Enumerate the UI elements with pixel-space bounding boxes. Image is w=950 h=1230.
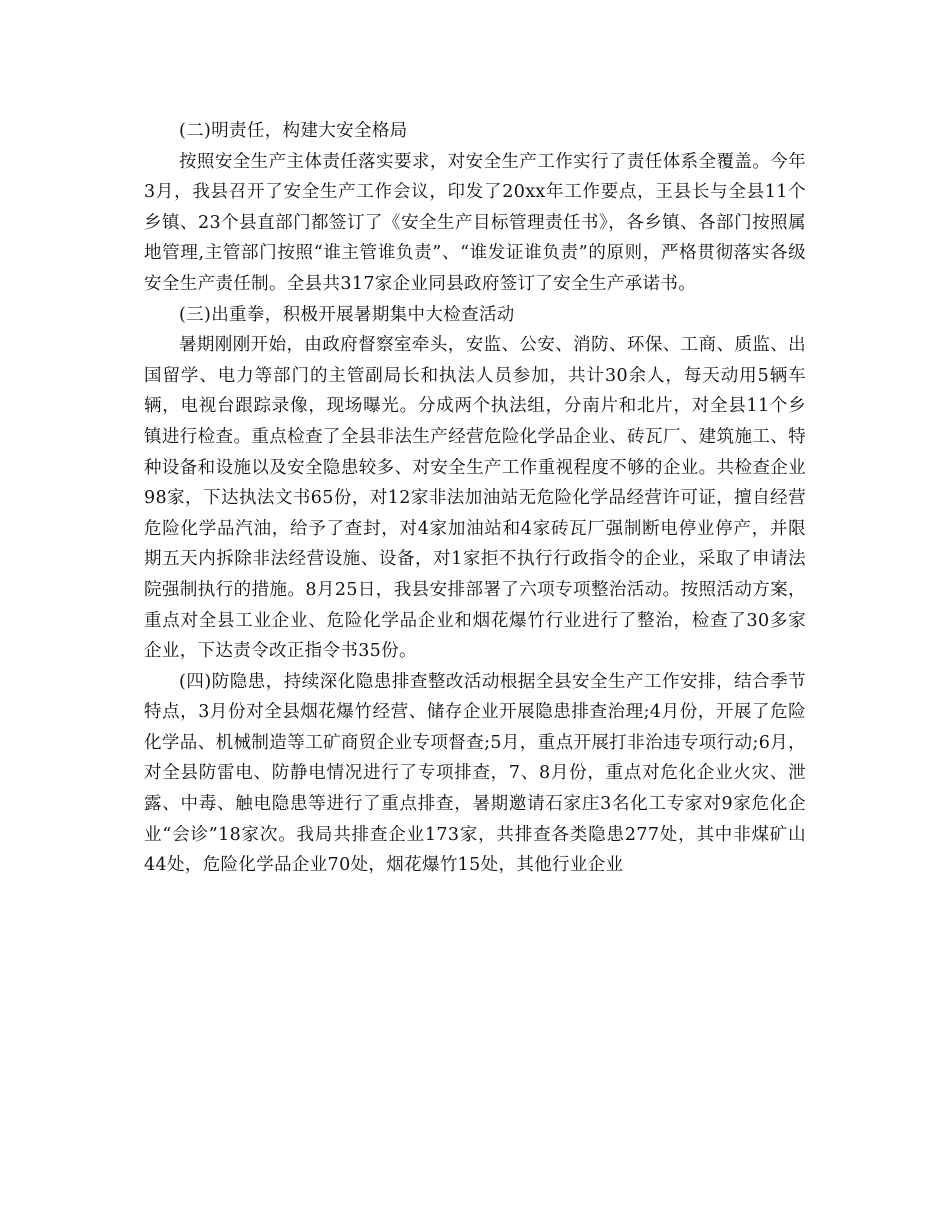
paragraph-hazard-investigation: (四)防隐患，持续深化隐患排查整改活动根据全县安全生产工作安排，结合季节特点，3月份对全县烟花爆竹经营、储存企业开展隐患排查治理;4月份，开展了危险化学品、机械制造等工矿商贸企业专项督查;5月，重点开展打非治违专项行动;6月，对全县防雷电、防静电情况进行了专项排查，7、8月份，重点对危化企业火灾、泄露、中毒、触电隐患等进行了重点排查，暑期邀请石家庄3名化工专家对9家危化企业“会诊”18家次。我局共排查企业173家，共排查各类隐患277处，其中非煤矿山44处，危险化学品企业70处，烟花爆竹15处，其他行业企业 bbox=[144, 671, 806, 876]
paragraph-responsibility: 按照安全生产主体责任落实要求，对安全生产工作实行了责任体系全覆盖。今年3月，我县召开了安全生产工作会议，印发了20xx年工作要点，王县长与全县11个乡镇、23个县直部门都签订了《安全生产目标管理责任书》，各乡镇、各部门按照属地管理,主管部门按照“谁主管谁负责”、“谁发证谁负责”的原则，严格贯彻落实各级安全生产责任制。全县共317家企业同县政府签订了安全生产承诺书。 bbox=[144, 151, 806, 294]
section-heading-2: (二)明责任，构建大安全格局 bbox=[179, 121, 408, 141]
section-heading-3: (三)出重拳，积极开展暑期集中大检查活动 bbox=[179, 304, 515, 325]
document-body bbox=[144, 116, 806, 881]
paragraph-summer-inspection: 暑期刚刚开始，由政府督察室牵头，安监、公安、消防、环保、工商、质监、出国留学、电力等部门的主管副局长和执法人员参加，共计30余人，每天动用5辆车辆，电视台跟踪录像，现场曝光。分成两个执法组，分南片和北片，对全县11个乡镇进行检查。重点检查了全县非法生产经营危险化学品企业、砖瓦厂、建筑施工、特种设备和设施以及安全隐患较多、对安全生产工作重视程度不够的企业。共检查企业98家，下达执法文书65份，对12家非法加油站无危险化学品经营许可证，擅自经营危险化学品汽油，给予了查封，对4家加油站和4家砖瓦厂强制断电停业停产，并限期五天内拆除非法经营设施、设备，对1家拒不执行行政指令的企业，采取了申请法院强制执行的措施。8月25日，我县安排部署了六项专项整治活动。按照活动方案，重点对全县工业企业、危险化学品企业和烟花爆竹行业进行了整治，检查了30多家企业，下达责令改正指令书35份。 bbox=[144, 335, 806, 662]
